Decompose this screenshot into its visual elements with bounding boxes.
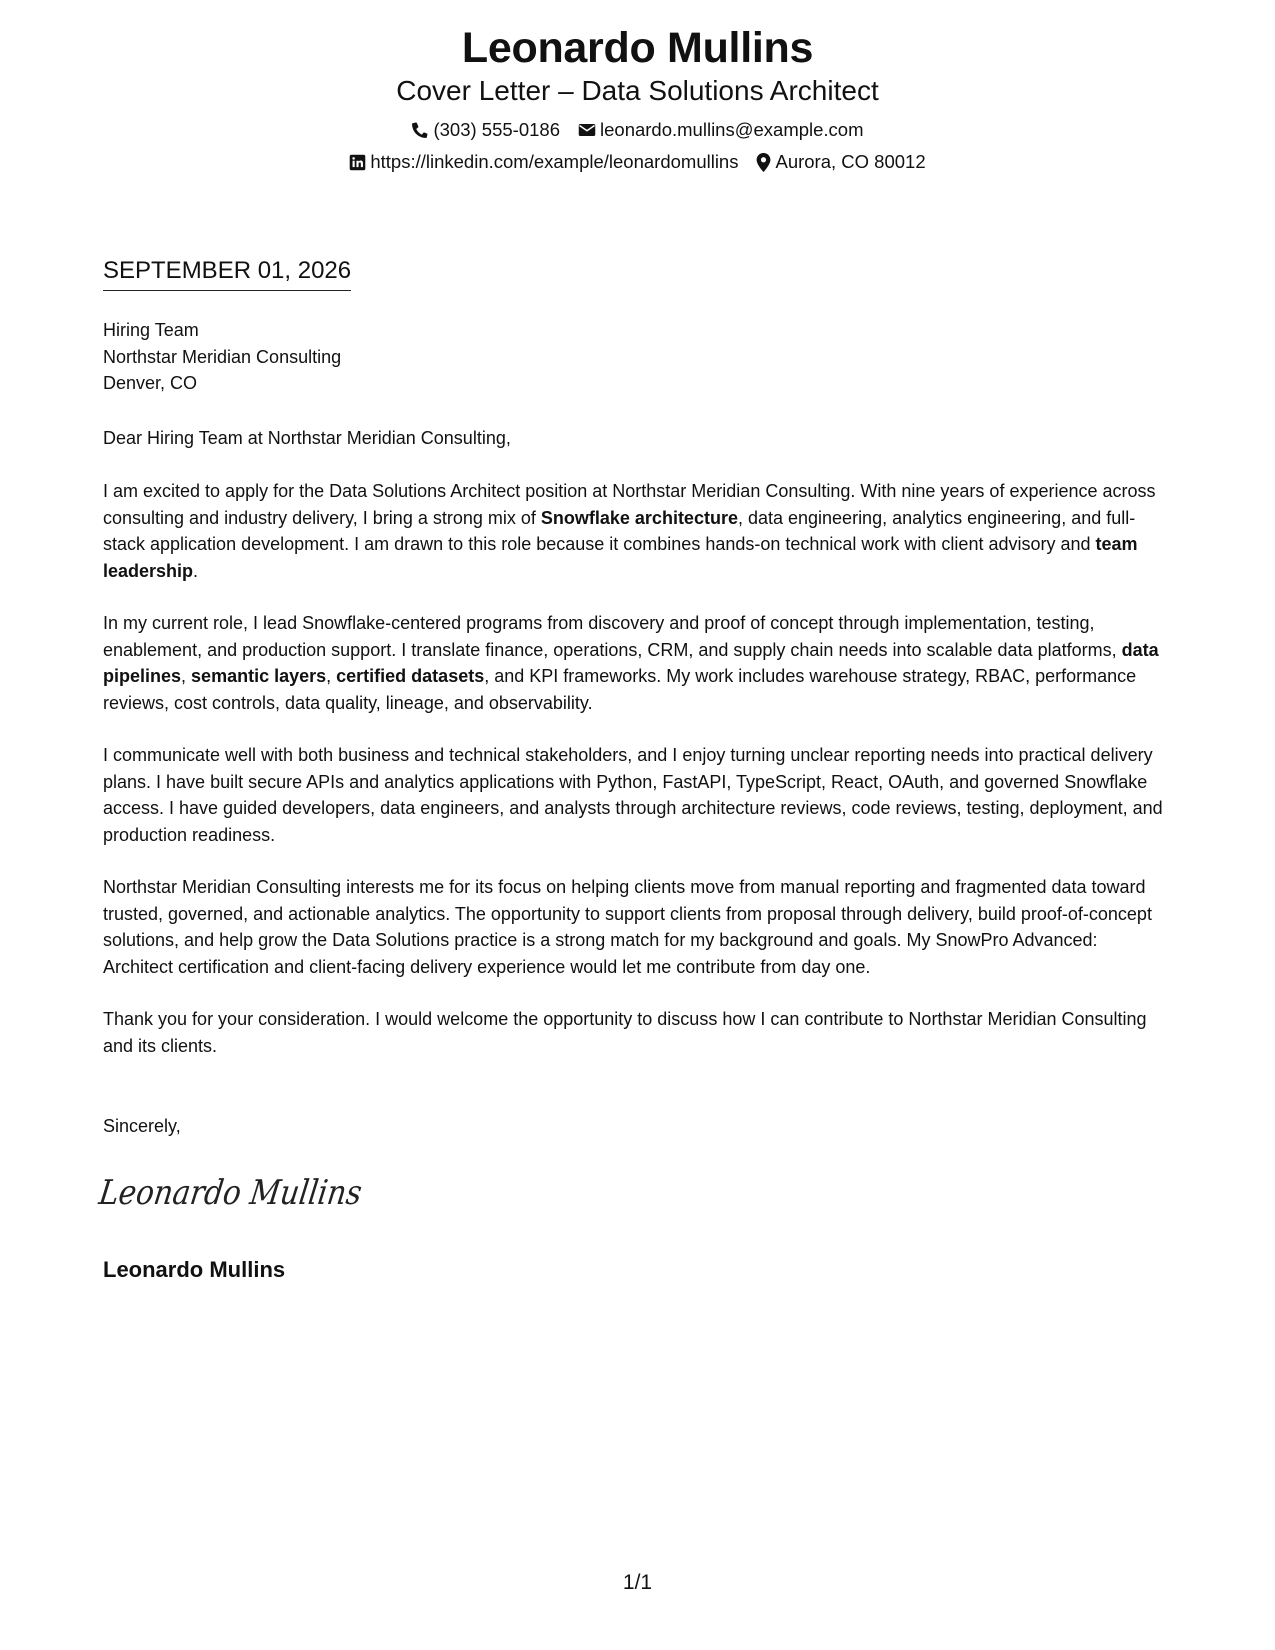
page-number: 1/1 bbox=[622, 1571, 653, 1594]
recipient-line-1: Hiring Team bbox=[103, 320, 199, 340]
recipient-block bbox=[103, 317, 1165, 397]
salutation: Dear Hiring Team at Northstar Meridian Consulting, bbox=[103, 428, 511, 448]
paragraph-2-text-c: , and KPI frameworks. My work includes warehouse strategy, RBAC, performance reviews, cost controls, data quality, lineage, and observability. bbox=[103, 666, 1137, 713]
paragraph-1-bold-2: team leadership bbox=[103, 534, 1138, 581]
recipient-line-3: Denver, CO bbox=[103, 373, 198, 393]
contact-email bbox=[578, 118, 864, 142]
paragraph-5: Thank you for your consideration. I would welcome the opportunity to discuss how I can contribute to Northstar Meridian Consulting and its clients. bbox=[103, 1009, 1147, 1056]
contact-location bbox=[756, 150, 925, 174]
paragraph-1 bbox=[103, 478, 1165, 584]
paragraph-2 bbox=[103, 610, 1165, 716]
paragraph-2-sep-1: , bbox=[181, 666, 192, 686]
location-text: Aurora, CO 80012 bbox=[775, 151, 926, 172]
paragraph-2-bold-1: data pipelines bbox=[103, 639, 1159, 686]
paragraph-1-text-a: I am excited to apply for the Data Solutions Architect position at Northstar Meridian Consulting. With nine years of experience across consulting and industry delivery, I bring a strong mix of bbox=[103, 481, 1156, 528]
letter-date: SEPTEMBER 01, 2026 bbox=[103, 256, 351, 291]
paragraph-1-bold-1: Snowflake architecture bbox=[540, 507, 738, 528]
contact-phone bbox=[411, 118, 560, 142]
paragraph-4: Northstar Meridian Consulting interests me for its focus on helping clients move from manual reporting and fragmented data toward trusted, governed, and actionable analytics. The opportunity to support clients from proposal through delivery, build proof-of-concept solutions, and help grow the Data Solutions practice is a strong match for my background and goals. My SnowPro Advanced: Architect certification and client-facing delivery experience would let me contribute from day one. bbox=[103, 877, 1152, 977]
email-text[interactable]: leonardo.mullins@example.com bbox=[600, 119, 864, 140]
linkedin-icon bbox=[349, 154, 366, 171]
paragraph-2-bold-3: certified datasets bbox=[336, 666, 485, 686]
phone-text: (303) 555-0186 bbox=[433, 119, 560, 140]
closing: Sincerely, bbox=[103, 1116, 181, 1136]
contact-linkedin bbox=[349, 150, 738, 174]
handwritten-signature bbox=[96, 1168, 406, 1221]
paragraph-1-text-c: , data engineering, analytics engineering, and full-stack application development. I am drawn to this role because it combines hands-on technical work with client advisory and bbox=[103, 507, 1136, 554]
contact-line-secondary bbox=[0, 150, 1275, 174]
paragraph-2-bold-2: semantic layers bbox=[191, 666, 327, 686]
recipient-line-2: Northstar Meridian Consulting bbox=[103, 346, 342, 367]
phone-icon bbox=[411, 121, 429, 139]
paragraph-1-text-d: . bbox=[193, 560, 199, 581]
map-pin-icon bbox=[756, 153, 771, 172]
envelope-icon bbox=[578, 122, 596, 138]
letter-subtitle: Cover Letter – Data Solutions Architect bbox=[396, 75, 879, 106]
paragraph-2-text-a: In my current role, I lead Snowflake-centered programs from discovery and proof of concept through implementation, testing, enablement, and production support. I translate finance, operations, CRM, and supply chain needs into scalable data platforms, bbox=[103, 613, 1122, 660]
applicant-name: Leonardo Mullins bbox=[461, 24, 814, 72]
signer-name: Leonardo Mullins bbox=[103, 1257, 286, 1282]
contact-line-primary bbox=[0, 118, 1275, 142]
linkedin-text[interactable]: https://linkedin.com/example/leonardomullins bbox=[370, 151, 739, 172]
paragraph-2-sep-2: , bbox=[326, 666, 337, 686]
svg-text:Leonardo Mullins: Leonardo Mullins bbox=[96, 1173, 406, 1213]
paragraph-3: I communicate well with both business and technical stakeholders, and I enjoy turning unclear reporting needs into practical delivery plans. I have built secure APIs and analytics applications with Python, FastAPI, TypeScript, React, OAuth, and governed Snowflake access. I have guided developers, data engineers, and analysts through architecture reviews, code reviews, testing, deployment, and production readiness. bbox=[103, 745, 1163, 845]
letter-header bbox=[0, 22, 1275, 174]
letter-body bbox=[103, 478, 1165, 1085]
